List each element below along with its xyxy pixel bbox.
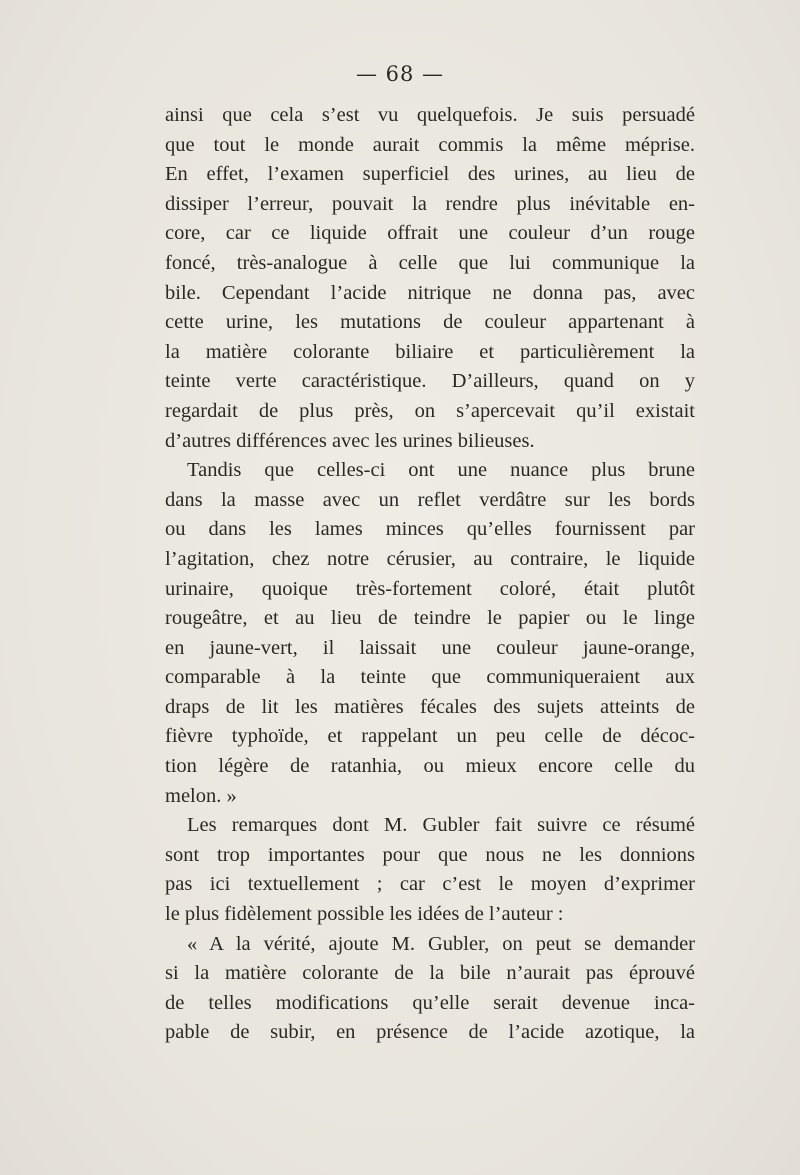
text-line: le plus fidèlement possible les idées de l’auteur :: [165, 903, 564, 926]
text-line: melon. »: [165, 784, 237, 807]
text-line: pas ici textuellement ; car c’est le moyen d’exprimer: [165, 873, 695, 896]
text-line: si la matière colorante de la bile n’aurait pas éprouvé: [165, 962, 695, 985]
text-line: core, car ce liquide offrait une couleur d’un rouge: [165, 222, 695, 245]
text-line: ou dans les lames minces qu’elles fournissent par: [165, 518, 695, 541]
text-line: comparable à la teinte que communiqueraient aux: [165, 666, 695, 689]
text-line: bile. Cependant l’acide nitrique ne donna pas, avec: [165, 281, 695, 304]
text-line: regardait de plus près, on s’apercevait qu’il existait: [165, 399, 695, 422]
text-line: pable de subir, en présence de l’acide azotique, la: [165, 1021, 695, 1044]
text-line: « A la vérité, ajoute M. Gubler, on peut se demander: [187, 932, 695, 955]
text-line: d’autres différences avec les urines bilieuses.: [165, 429, 535, 452]
text-line: En effet, l’examen superficiel des urines, au lieu de: [165, 163, 695, 186]
text-line: ainsi que cela s’est vu quelquefois. Je suis persuadé: [165, 104, 695, 126]
text-line: la matière colorante biliaire et particulièrement la: [165, 340, 695, 363]
text-line: foncé, très-analogue à celle que lui communique la: [165, 251, 695, 274]
text-line: Tandis que celles-ci ont une nuance plus brune: [187, 459, 695, 482]
text-line: Les remarques dont M. Gubler fait suivre ce résumé: [187, 814, 695, 837]
text-line: rougeâtre, et au lieu de teindre le papier ou le linge: [165, 607, 695, 630]
text-line: dissiper l’erreur, pouvait la rendre plus inévitable en-: [165, 192, 695, 215]
text-line: fièvre typhoïde, et rappelant un peu celle de décoc-: [165, 725, 695, 748]
text-line: l’agitation, chez notre cérusier, au contraire, le liquide: [165, 547, 695, 570]
page-number: — 68 —: [355, 62, 445, 86]
text-line: de telles modifications qu’elle serait devenue inca-: [165, 991, 695, 1014]
text-line: que tout le monde aurait commis la même méprise.: [165, 133, 695, 156]
text-line: draps de lit les matières fécales des sujets atteints de: [165, 695, 695, 718]
text-line: en jaune-vert, il laissait une couleur jaune-orange,: [165, 636, 695, 659]
text-line: sont trop importantes pour que nous ne les donnions: [165, 843, 695, 866]
text-line: teinte verte caractéristique. D’ailleurs, quand on y: [165, 370, 695, 393]
text-line: urinaire, quoique très-fortement coloré, était plutôt: [165, 577, 695, 600]
body-text: [165, 101, 695, 1048]
text-line: dans la masse avec un reflet verdâtre sur les bords: [165, 488, 695, 511]
text-line: cette urine, les mutations de couleur appartenant à: [165, 311, 695, 334]
text-line: tion légère de ratanhia, ou mieux encore celle du: [165, 755, 695, 778]
